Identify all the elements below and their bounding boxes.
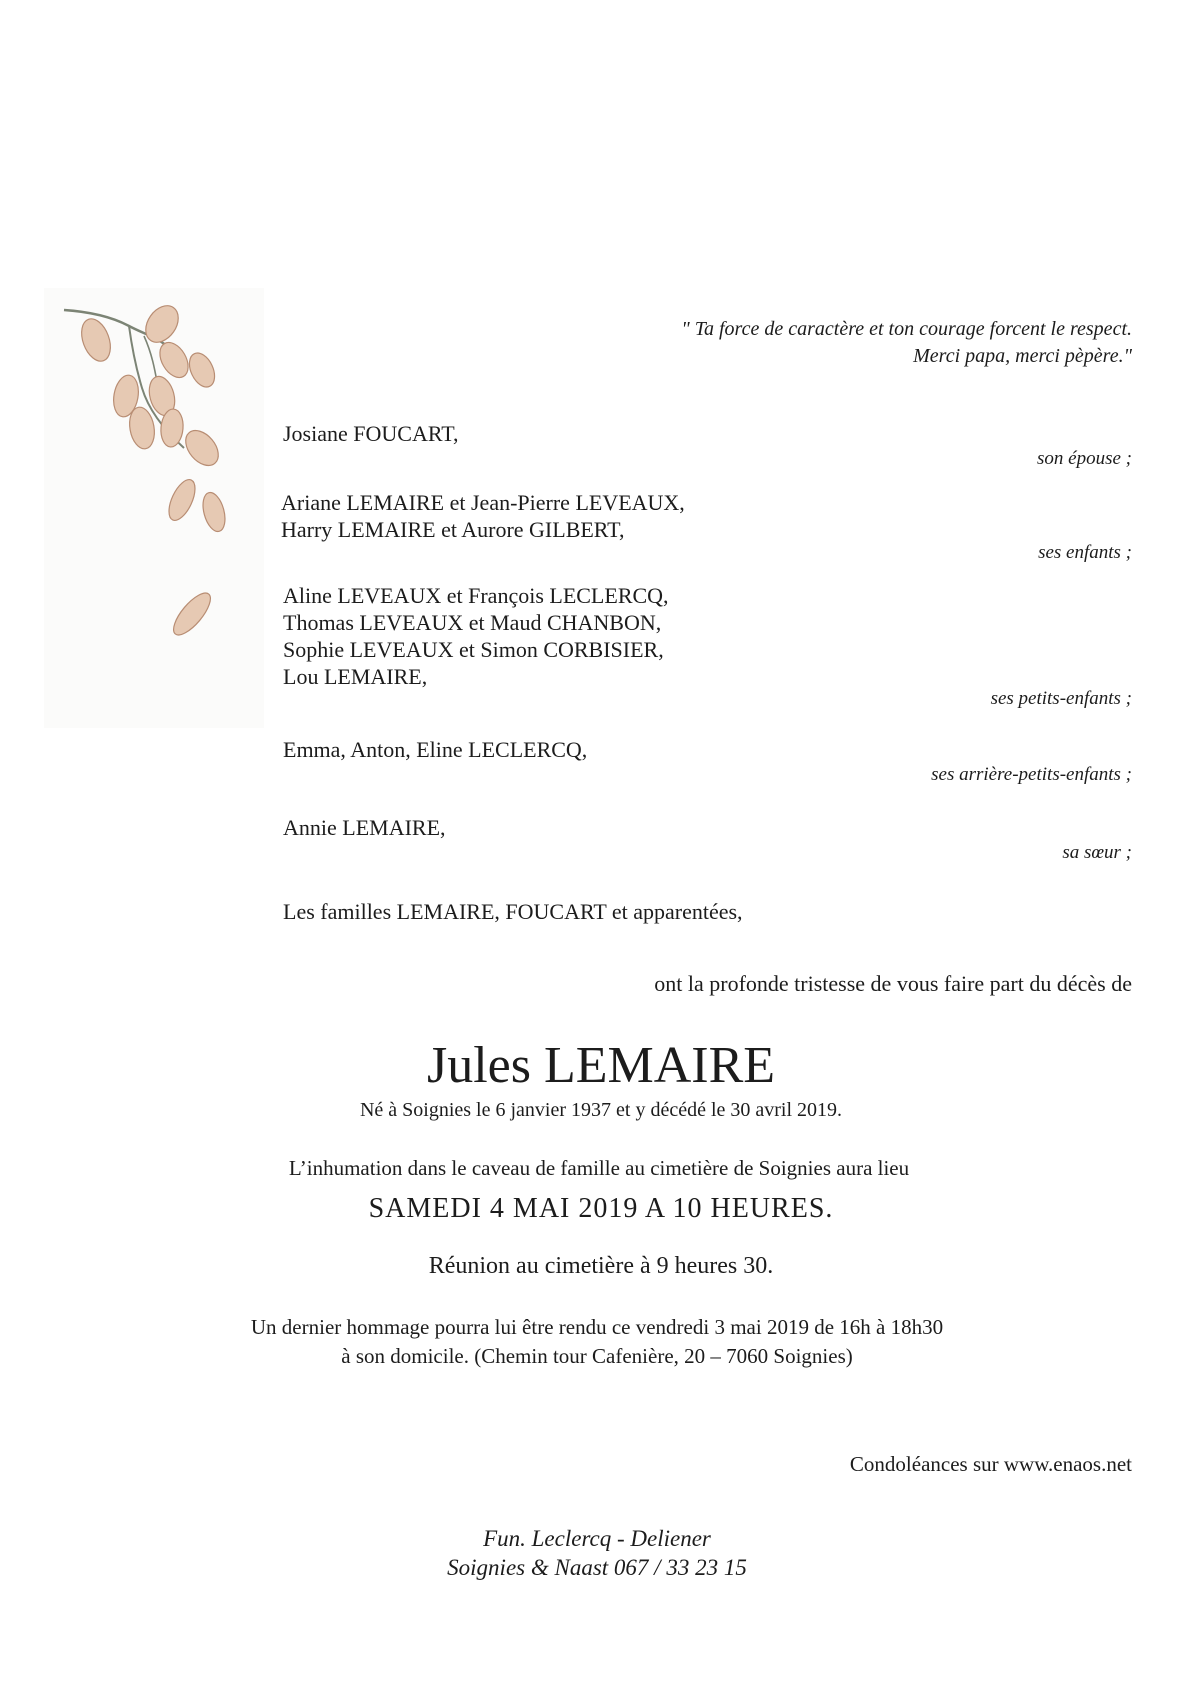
family-role-grandchildren: ses petits-enfants ; [990,688,1132,709]
family-role-spouse: son épouse ; [1037,448,1132,469]
family-name: Lou LEMAIRE, [283,664,428,689]
families-line: Les familles LEMAIRE, FOUCART et apparentées, [283,899,743,924]
family-names-sister [283,814,446,841]
announcement: ont la profonde tristesse de vous faire part du décès de [654,971,1132,996]
homage-line-1: Un dernier hommage pourra lui être rendu ce vendredi 3 mai 2019 de 16h à 18h30 [250,1315,944,1339]
burial-intro: L’inhumation dans le caveau de famille au cimetière de Soignies aura lieu [288,1156,910,1180]
meeting-time: Réunion au cimetière à 9 heures 30. [428,1253,774,1279]
leaf-branch-illustration [44,288,264,728]
family-name: Aline LEVEAUX et François LECLERCQ, [283,583,669,608]
family-role-sister: sa sœur ; [1062,842,1132,863]
family-name: Ariane LEMAIRE et Jean-Pierre LEVEAUX, [281,490,685,515]
family-name: Sophie LEVEAUX et Simon CORBISIER, [283,637,664,662]
quote [681,316,1132,370]
quote-line-1: " Ta force de caractère et ton courage forcent le respect. [681,318,1132,340]
homage-info [0,1313,1194,1371]
family-name: Emma, Anton, Eline LECLERCQ, [283,737,588,762]
quote-line-2: Merci papa, merci pèpère." [913,345,1132,367]
funeral-home-contact: Soignies & Naast 067 / 33 23 15 [447,1555,747,1580]
family-name: Josiane FOUCART, [283,421,459,446]
family-name: Annie LEMAIRE, [283,815,446,840]
family-names-great-grandchildren [283,736,587,763]
family-names-grandchildren [283,582,669,690]
family-name: Harry LEMAIRE et Aurore GILBERT, [281,517,625,542]
deceased-dates: Né à Soignies le 6 janvier 1937 et y décédé le 30 avril 2019. [359,1099,843,1121]
family-role-great-grandchildren: ses arrière-petits-enfants ; [931,764,1132,785]
condolences-link[interactable]: Condoléances sur www.enaos.net [849,1452,1132,1476]
family-role-children: ses enfants ; [1038,542,1132,563]
family-name: Thomas LEVEAUX et Maud CHANBON, [283,610,662,635]
family-names-children [281,489,685,543]
burial-datetime: SAMEDI 4 MAI 2019 A 10 HEURES. [368,1193,834,1224]
deceased-name: Jules LEMAIRE [426,1037,776,1094]
funeral-home-name: Fun. Leclercq - Deliener [483,1526,711,1551]
funeral-home [0,1524,1194,1582]
family-names-spouse [283,420,459,447]
homage-line-2: à son domicile. (Chemin tour Cafenière, 20 – 7060 Soignies) [341,1344,853,1368]
